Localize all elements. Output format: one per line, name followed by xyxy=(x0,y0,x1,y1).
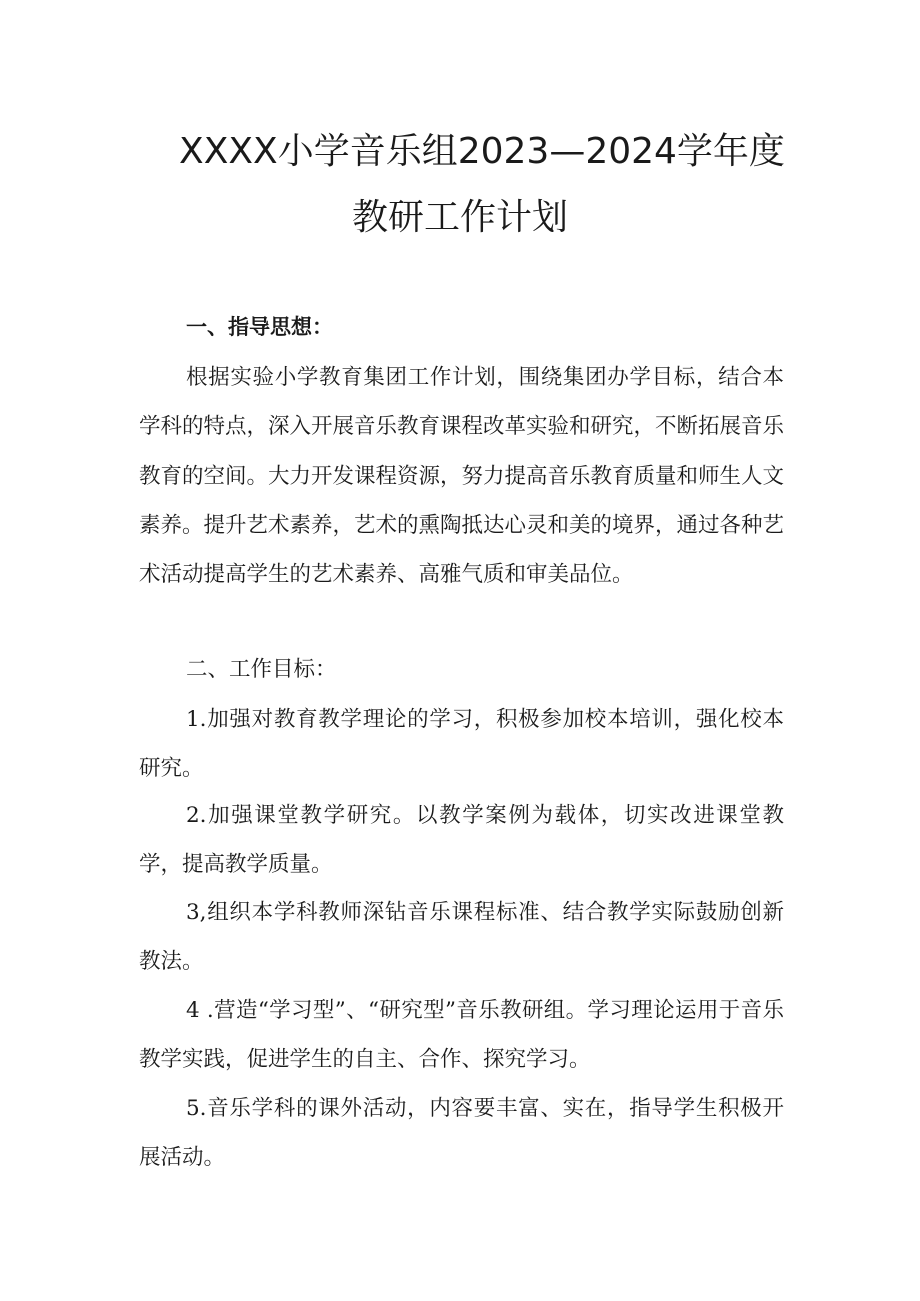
document-title-line-1: XXXX小学音乐组2023—2024学年度 xyxy=(179,131,785,172)
goal-item-5: 5.音乐学科的课外活动，内容要丰富、实在，指导学生积极开展活动。 xyxy=(139,1096,784,1171)
document-title-line-2: 教研工作计划 xyxy=(351,197,568,238)
goal-item-2: 2.加强课堂教学研究。以教学案例为载体，切实改进课堂教学，提高教学质量。 xyxy=(139,803,784,878)
goal-item-1: 1.加强对教育教学理论的学习，积极参加校本培训，强化校本研究。 xyxy=(139,707,784,782)
goal-item-4: 4 .营造“学习型”、“研究型”音乐教研组。学习理论运用于音乐教学实践，促进学生的自主、合作、探究学习。 xyxy=(139,998,784,1073)
goal-item-3: 3,组织本学科教师深钻音乐课程标准、结合教学实际鼓励创新教法。 xyxy=(139,900,784,975)
section-1-heading: 一、指导思想： xyxy=(186,315,333,339)
section-1-body: 根据实验小学教育集团工作计划，围绕集团办学目标，结合本学科的特点，深入开展音乐教育课程改革实验和研究，不断拓展音乐教育的空间。大力开发课程资源，努力提高音乐教育质量和师生人文素养。提升艺术素养，艺术的熏陶抵达心灵和美的境界，通过各种艺术活动提高学生的艺术素养、高雅气质和审美品位。 xyxy=(139,365,785,588)
section-2-heading: 二、工作目标： xyxy=(186,657,337,682)
